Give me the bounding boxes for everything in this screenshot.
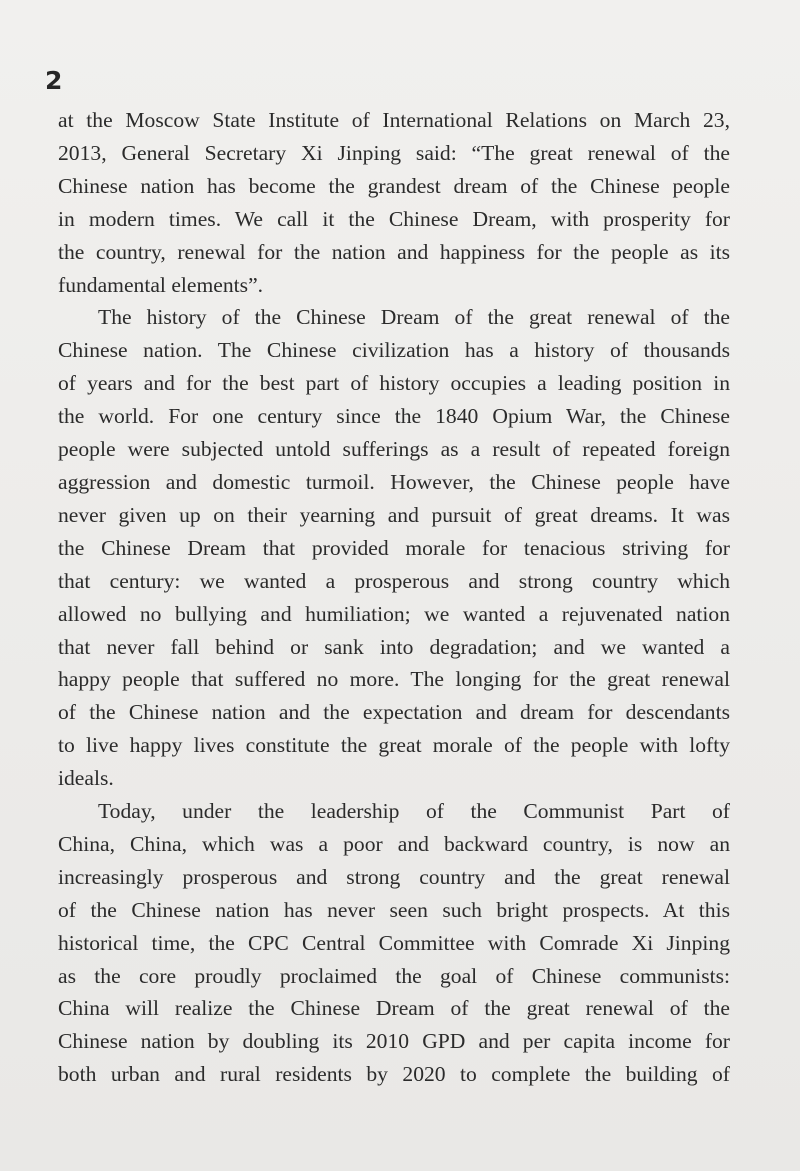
text-line: China will realize the Chinese Dream of the great renewal of the: [58, 996, 730, 1021]
text-line: 2013, General Secretary Xi Jinping said: “The great renewal of the: [58, 140, 730, 165]
text-line: the world. For one century since the 1840 Opium War, the Chinese: [58, 404, 730, 429]
text-line: allowed no bullying and humiliation; we wanted a rejuvenated nation: [58, 601, 730, 626]
text-line: to live happy lives constitute the great morale of the people with lofty: [58, 733, 730, 758]
text-line: Chinese nation by doubling its 2010 GPD and per capita income for: [58, 1029, 730, 1054]
text-line: at the Moscow State Institute of International Relations on March 23,: [58, 108, 730, 132]
text-line: the country, renewal for the nation and happiness for the people as its: [58, 239, 730, 264]
text-line: that century: we wanted a prosperous and strong country which: [58, 568, 730, 593]
text-line: both urban and rural residents by 2020 to complete the building of: [58, 1062, 730, 1087]
text-line: in modern times. We call it the Chinese Dream, with prosperity for: [58, 206, 730, 231]
text-line: ideals.: [58, 766, 114, 791]
text-line: of the Chinese nation has never seen such bright prospects. At this: [58, 897, 730, 922]
text-line: happy people that suffered no more. The longing for the great renewal: [58, 667, 730, 692]
text-line: Chinese nation has become the grandest dream of the Chinese people: [58, 173, 730, 198]
text-line: as the core proudly proclaimed the goal of Chinese communists:: [58, 963, 730, 988]
text-line: Today, under the leadership of the Communist Part of: [98, 799, 730, 824]
text-line: The history of the Chinese Dream of the great renewal of the: [98, 305, 730, 330]
page-number: 2: [45, 66, 63, 95]
text-line: the Chinese Dream that provided morale for tenacious striving for: [58, 535, 730, 560]
text-line: of years and for the best part of history occupies a leading position in: [58, 371, 730, 396]
text-line: of the Chinese nation and the expectation and dream for descendants: [58, 700, 730, 725]
paragraph-2: [58, 301, 730, 795]
text-line: fundamental elements”.: [58, 272, 264, 297]
text-line: China, China, which was a poor and backward country, is now an: [58, 831, 730, 856]
text-line: Chinese nation. The Chinese civilization has a history of thousands: [58, 338, 730, 363]
body-text: [58, 104, 730, 1091]
paragraph-1: [58, 104, 730, 301]
text-line: that never fall behind or sank into degradation; and we wanted a: [58, 634, 730, 659]
text-line: never given up on their yearning and pursuit of great dreams. It was: [58, 502, 730, 527]
text-line: people were subjected untold sufferings as a result of repeated foreign: [58, 437, 730, 462]
text-line: increasingly prosperous and strong country and the great renewal: [58, 864, 730, 889]
paragraph-3: [58, 795, 730, 1091]
text-line: aggression and domestic turmoil. However, the Chinese people have: [58, 469, 730, 494]
text-line: historical time, the CPC Central Committee with Comrade Xi Jinping: [58, 930, 730, 955]
